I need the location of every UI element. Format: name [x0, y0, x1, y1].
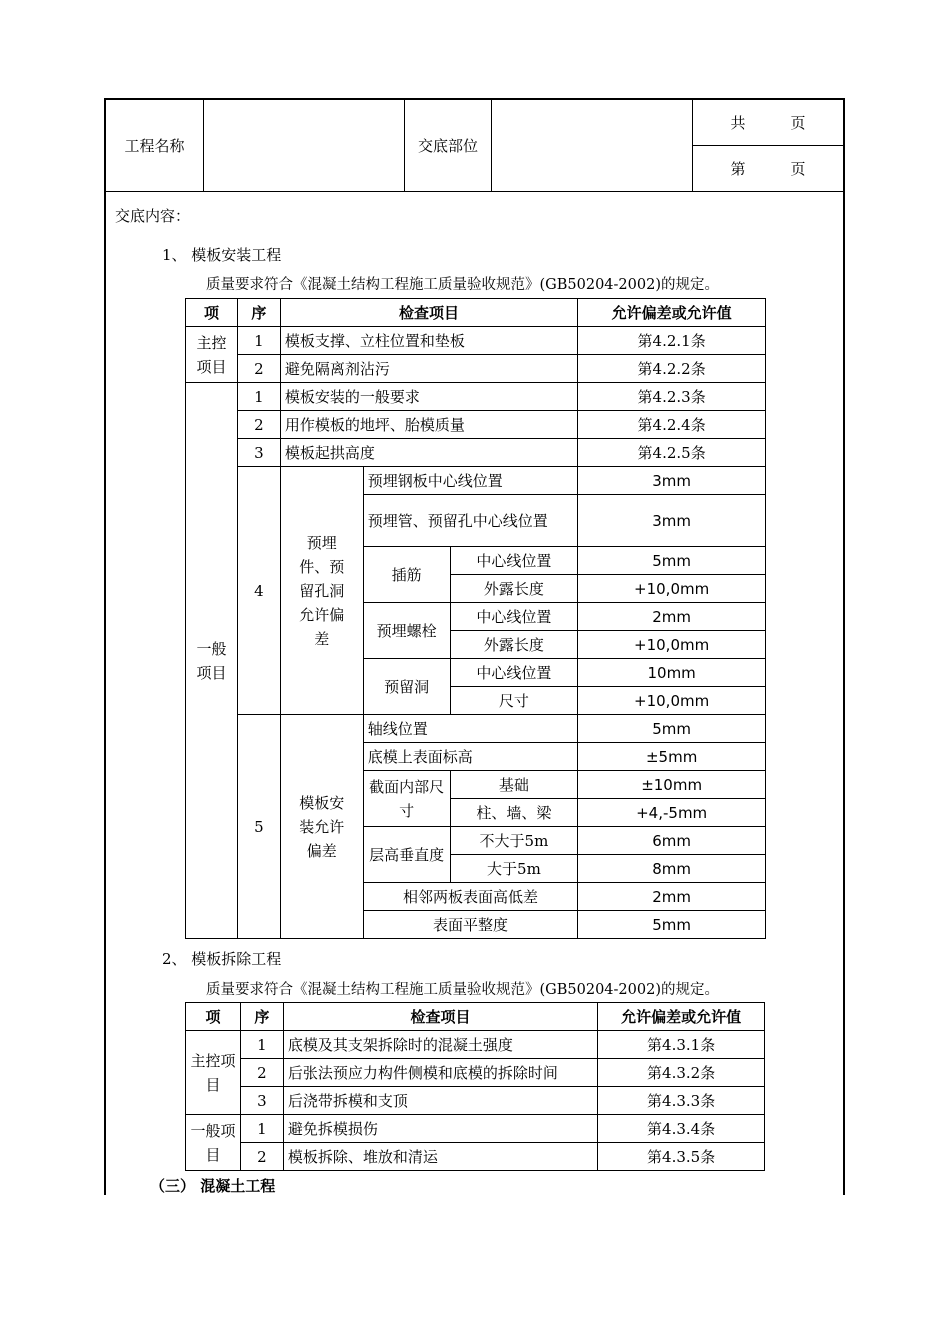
project-name-value[interactable] — [204, 99, 405, 191]
table-cell: +10,0mm — [578, 575, 766, 603]
table-cell: 预留洞 — [363, 659, 450, 715]
table-cell: 8mm — [578, 855, 766, 883]
table-cell: 层高垂直度 — [363, 827, 450, 883]
table-cell: 第4.3.4条 — [598, 1115, 765, 1143]
table-cell: 3mm — [578, 467, 766, 495]
col-header-category: 项 — [186, 1003, 241, 1031]
col-header-seq: 序 — [240, 1003, 283, 1031]
table-cell: 10mm — [578, 659, 766, 687]
col-header-item: 检查项目 — [280, 299, 577, 327]
table-cell: 5mm — [578, 715, 766, 743]
table-cell: 1 — [237, 383, 280, 411]
table-cell: 模板拆除、堆放和清运 — [283, 1143, 597, 1171]
table-cell: 第4.3.5条 — [598, 1143, 765, 1171]
table-cell: 2mm — [578, 883, 766, 911]
table-cell: 3mm — [578, 495, 766, 547]
section2-title: 2、 模板拆除工程 — [162, 950, 282, 968]
formwork-install-table — [185, 298, 766, 939]
table-cell: 4 — [237, 467, 280, 715]
table-cell: 预埋钢板中心线位置 — [363, 467, 578, 495]
table-cell: 大于5m — [450, 855, 578, 883]
table-cell: 基础 — [450, 771, 578, 799]
table-cell: 中心线位置 — [450, 603, 578, 631]
table-cell: 避免拆模损伤 — [283, 1115, 597, 1143]
table-cell: 模板支撑、立柱位置和垫板 — [280, 327, 577, 355]
table-cell: 底模及其支架拆除时的混凝土强度 — [283, 1031, 597, 1059]
table-cell: 1 — [240, 1031, 283, 1059]
col-header-category: 项 — [186, 299, 238, 327]
table-cell: 轴线位置 — [363, 715, 578, 743]
table-cell: 表面平整度 — [363, 911, 578, 939]
table-cell: 用作模板的地坪、胎模质量 — [280, 411, 577, 439]
table-cell: 尺寸 — [450, 687, 578, 715]
table-cell: 3 — [240, 1087, 283, 1115]
table-cell: 中心线位置 — [450, 547, 578, 575]
table-cell: 模板安装允许偏差 — [280, 715, 363, 939]
table-cell: 6mm — [578, 827, 766, 855]
table-cell: 第4.3.3条 — [598, 1087, 765, 1115]
table-cell: 底模上表面标高 — [363, 743, 578, 771]
general-label: 一般项目 — [186, 1115, 241, 1171]
table-cell: 预埋管、预留孔中心线位置 — [363, 495, 578, 547]
table-cell: 5mm — [578, 547, 766, 575]
table-cell: ±5mm — [578, 743, 766, 771]
col-header-tolerance: 允许偏差或允许值 — [598, 1003, 765, 1031]
table-cell: 模板起拱高度 — [280, 439, 577, 467]
table-cell: 预埋件、预留孔洞允许偏差 — [280, 467, 363, 715]
table-cell: 3 — [237, 439, 280, 467]
table-cell: 1 — [237, 327, 280, 355]
section1-intro: 质量要求符合《混凝土结构工程施工质量验收规范》(GB50204-2002)的规定。 — [206, 277, 719, 293]
table-cell: 2 — [240, 1059, 283, 1087]
section2-intro: 质量要求符合《混凝土结构工程施工质量验收规范》(GB50204-2002)的规定。 — [206, 982, 719, 998]
table-cell: 第4.3.2条 — [598, 1059, 765, 1087]
col-header-seq: 序 — [237, 299, 280, 327]
table-cell: 第4.2.5条 — [578, 439, 766, 467]
table-cell: 模板安装的一般要求 — [280, 383, 577, 411]
table-cell: 避免隔离剂沾污 — [280, 355, 577, 383]
table-cell: 预埋螺栓 — [363, 603, 450, 659]
table-cell: 第4.2.3条 — [578, 383, 766, 411]
table-cell: 2 — [237, 355, 280, 383]
table-cell: 第4.2.4条 — [578, 411, 766, 439]
table-cell: +10,0mm — [578, 631, 766, 659]
content-label: 交底内容： — [115, 207, 191, 225]
table-cell: 5mm — [578, 911, 766, 939]
table-cell: +10,0mm — [578, 687, 766, 715]
table-cell: 2mm — [578, 603, 766, 631]
table-cell: 中心线位置 — [450, 659, 578, 687]
table-cell: 外露长度 — [450, 631, 578, 659]
table-cell: +4,-5mm — [578, 799, 766, 827]
page-number: 第 页 — [693, 145, 845, 191]
col-header-tolerance: 允许偏差或允许值 — [578, 299, 766, 327]
table-cell: 相邻两板表面高低差 — [363, 883, 578, 911]
formwork-removal-table — [185, 1002, 765, 1171]
col-header-item: 检查项目 — [283, 1003, 597, 1031]
location-label: 交底部位 — [405, 99, 492, 191]
table-cell: 2 — [240, 1143, 283, 1171]
table-cell: 后浇带拆模和支顶 — [283, 1087, 597, 1115]
total-pages: 共 页 — [693, 99, 845, 145]
location-value[interactable] — [492, 99, 693, 191]
section1-title: 1、 模板安装工程 — [162, 246, 282, 264]
table-cell: 不大于5m — [450, 827, 578, 855]
table-cell: 外露长度 — [450, 575, 578, 603]
general-label: 一般项目 — [186, 383, 238, 939]
header-table — [104, 98, 845, 192]
table-cell: 2 — [237, 411, 280, 439]
table-cell: 柱、墙、梁 — [450, 799, 578, 827]
table-cell: 1 — [240, 1115, 283, 1143]
table-cell: ±10mm — [578, 771, 766, 799]
section3-title: （三） 混凝土工程 — [150, 1177, 276, 1195]
table-cell: 第4.2.1条 — [578, 327, 766, 355]
table-cell: 第4.2.2条 — [578, 355, 766, 383]
table-cell: 截面内部尺寸 — [363, 771, 450, 827]
table-cell: 第4.3.1条 — [598, 1031, 765, 1059]
table-cell: 5 — [237, 715, 280, 939]
table-cell: 后张法预应力构件侧模和底模的拆除时间 — [283, 1059, 597, 1087]
project-name-label: 工程名称 — [105, 99, 204, 191]
main-control-label: 主控项目 — [186, 327, 238, 383]
main-control-label: 主控项目 — [186, 1031, 241, 1115]
table-cell: 插筋 — [363, 547, 450, 603]
